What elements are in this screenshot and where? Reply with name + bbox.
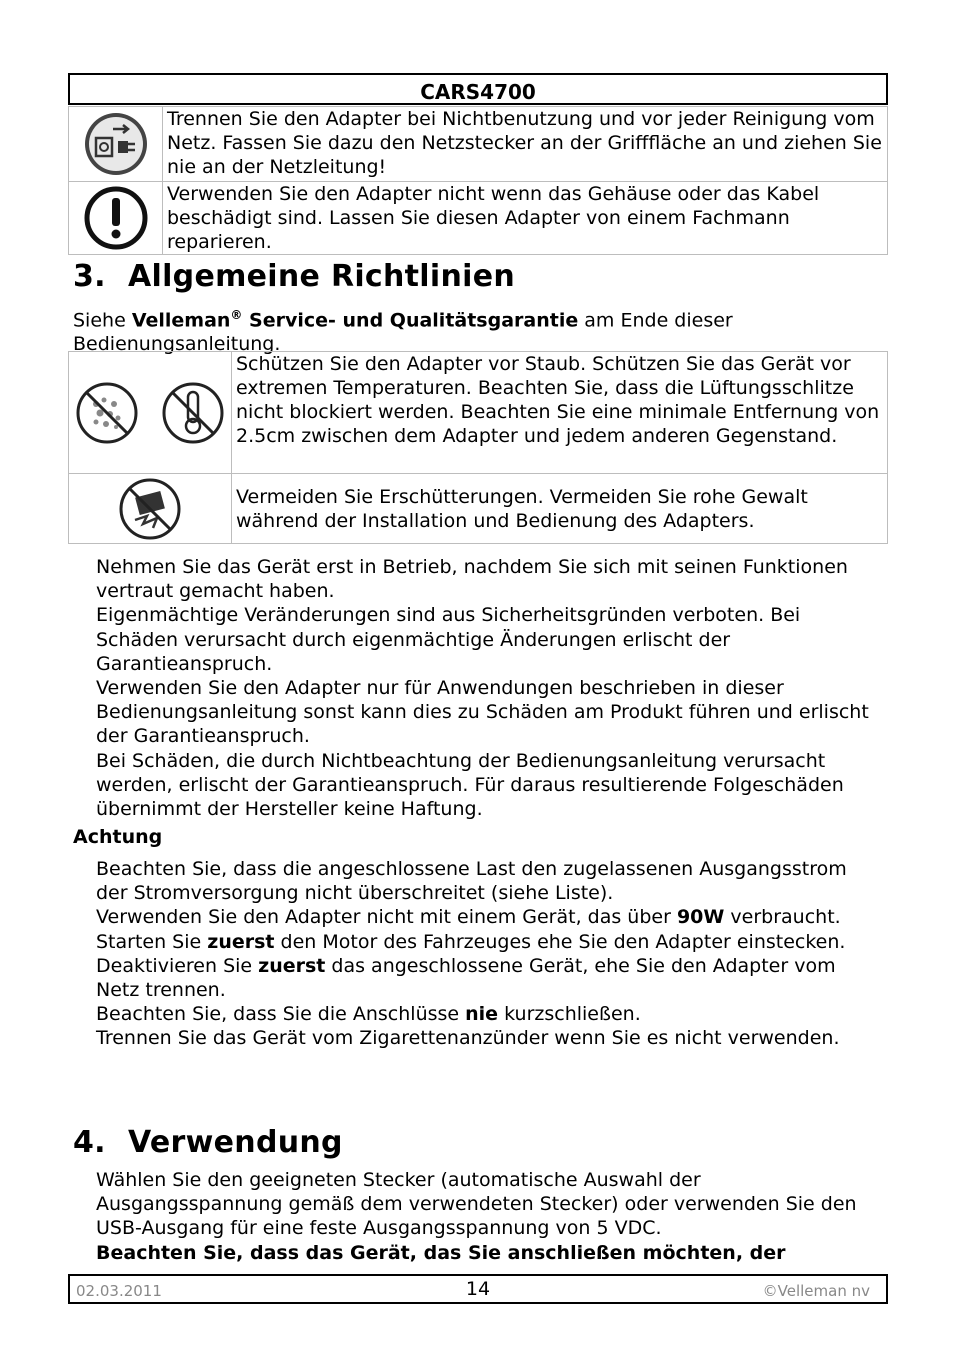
warning-text: Trennen Sie den Adapter bei Nichtbenutzung und vor jeder Reinigung vom Netz. Fassen Sie dazu den Netzstecker an der Grifffläche an und ziehen Sie nie an der Netzleitung! (163, 107, 888, 182)
section-title: Allgemeine Richtlinien (128, 259, 516, 294)
usage-text (96, 1168, 881, 1265)
guideline-icons (69, 352, 232, 474)
warning-row (69, 107, 888, 182)
caution-heading: Achtung (73, 826, 163, 848)
section-3-heading (73, 259, 515, 294)
no-dust-icon (74, 380, 140, 446)
section-number: 4. (73, 1125, 106, 1160)
section-4-heading (73, 1125, 343, 1160)
warning-row (69, 182, 888, 255)
unplug-icon (69, 107, 163, 182)
usage-bold-line: Beachten Sie, dass das Gerät, das Sie anschließen möchten, der (96, 1241, 786, 1264)
list-item: Verwenden Sie den Adapter nur für Anwendungen beschrieben in dieser Bedienungsanleitung sonst kann dies zu Schäden am Produkt führen und erlischt der Garantieanspruch. (96, 677, 869, 748)
guideline-row (69, 474, 888, 544)
warning-table (68, 106, 888, 255)
brand-name: Velleman (131, 309, 231, 332)
intro-text: Siehe (73, 309, 132, 332)
page-footer (68, 1274, 888, 1304)
no-temperature-icon (160, 380, 226, 446)
guarantee-title: Service- und Qualitätsgarantie (242, 309, 579, 332)
guideline-text: Schützen Sie den Adapter vor Staub. Schützen Sie das Gerät vor extremen Temperaturen. Beachten Sie, dass die Lüftungsschlitze nicht blockiert werden. Beachten Sie eine minimale Entfernung von 2.5cm zwischen dem Adapter und jedem anderen Gegenstand. (232, 352, 888, 474)
caution-list (96, 857, 881, 1051)
list-item: Deaktivieren Sie zuerst das angeschlossene Gerät, ehe Sie den Adapter vom Netz trennen. (96, 954, 836, 1002)
no-shock-icon (69, 474, 232, 544)
list-item: Bei Schäden, die durch Nichtbeachtung der Bedienungsanleitung verursacht werden, erlischt der Garantieanspruch. Für daraus resultierende Folgeschäden übernimmt der Hersteller keine Haftung. (96, 749, 844, 821)
guideline-row (69, 352, 888, 474)
model-header: CARS4700 (68, 73, 888, 105)
intro-text-end: am Ende dieser Bedienungsanleitung. (73, 309, 733, 356)
exclamation-icon (69, 182, 163, 255)
guideline-list (96, 555, 881, 821)
warning-text: Verwenden Sie den Adapter nicht wenn das Gehäuse oder das Kabel beschädigt sind. Lassen Sie diesen Adapter von einem Fachmann reparieren. (163, 182, 888, 255)
page-number: 14 (465, 1278, 491, 1300)
registered-mark: ® (230, 308, 243, 322)
section-number: 3. (73, 259, 106, 294)
guideline-text: Vermeiden Sie Erschütterungen. Vermeiden Sie rohe Gewalt während der Installation und Bedienung des Adapters. (232, 474, 888, 544)
list-item: Verwenden Sie den Adapter nicht mit einem Gerät, das über 90W verbraucht. (96, 906, 841, 929)
section-title: Verwendung (128, 1125, 343, 1160)
guideline-table (68, 351, 888, 544)
footer-copyright: ©Velleman nv (762, 1282, 870, 1300)
section-3-intro (73, 303, 873, 356)
list-item: Starten Sie zuerst den Motor des Fahrzeuges ehe Sie den Adapter einstecken. (96, 930, 846, 953)
usage-paragraph: Wählen Sie den geeigneten Stecker (automatische Auswahl der Ausgangsspannung gemäß dem verwendeten Stecker) oder verwenden Sie den USB-Ausgang für eine feste Ausgangsspannung von 5 VDC. (96, 1169, 857, 1240)
list-item: Beachten Sie, dass die angeschlossene Last den zugelassenen Ausgangsstrom der Stromversorgung nicht überschreitet (siehe Liste). (96, 858, 847, 905)
list-item: Trennen Sie das Gerät vom Zigarettenanzünder wenn Sie es nicht verwenden. (96, 1027, 840, 1050)
footer-date: 02.03.2011 (76, 1282, 162, 1300)
list-item: Nehmen Sie das Gerät erst in Betrieb, nachdem Sie sich mit seinen Funktionen vertraut gemacht haben. (96, 556, 848, 603)
list-item: Beachten Sie, dass Sie die Anschlüsse nie kurzschließen. (96, 1003, 641, 1026)
list-item: Eigenmächtige Veränderungen sind aus Sicherheitsgründen verboten. Bei Schäden verursacht durch eigenmächtige Änderungen erlischt der Garantieanspruch. (96, 604, 801, 675)
